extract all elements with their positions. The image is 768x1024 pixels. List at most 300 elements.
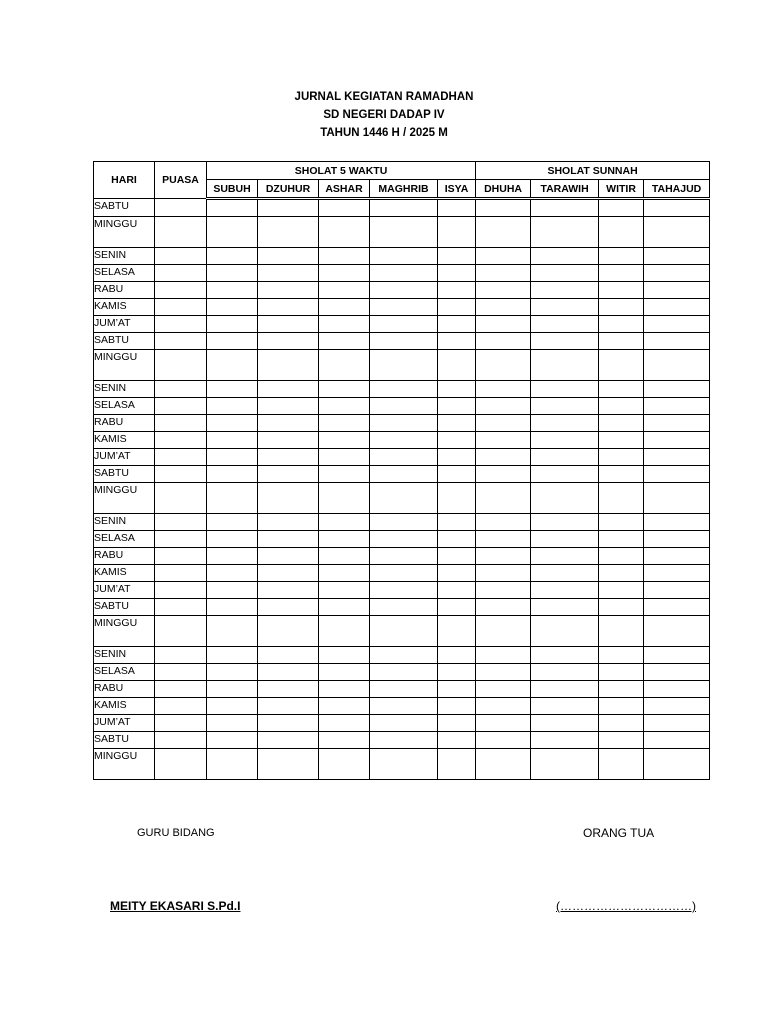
check-cell[interactable] <box>438 681 476 698</box>
check-cell[interactable] <box>207 599 258 616</box>
check-cell[interactable] <box>207 698 258 715</box>
check-cell[interactable] <box>438 333 476 350</box>
check-cell[interactable] <box>644 698 710 715</box>
check-cell[interactable] <box>370 333 438 350</box>
check-cell[interactable] <box>370 582 438 599</box>
check-cell[interactable] <box>599 381 644 398</box>
check-cell[interactable] <box>319 381 370 398</box>
check-cell[interactable] <box>531 483 599 514</box>
check-cell[interactable] <box>644 483 710 514</box>
check-cell[interactable] <box>476 282 531 299</box>
check-cell[interactable] <box>599 483 644 514</box>
check-cell[interactable] <box>258 350 319 381</box>
check-cell[interactable] <box>644 664 710 681</box>
check-cell[interactable] <box>207 681 258 698</box>
check-cell[interactable] <box>644 432 710 449</box>
check-cell[interactable] <box>319 582 370 599</box>
check-cell[interactable] <box>370 398 438 415</box>
check-cell[interactable] <box>207 514 258 531</box>
check-cell[interactable] <box>155 248 207 265</box>
check-cell[interactable] <box>207 248 258 265</box>
check-cell[interactable] <box>319 449 370 466</box>
check-cell[interactable] <box>370 565 438 582</box>
check-cell[interactable] <box>258 316 319 333</box>
check-cell[interactable] <box>319 514 370 531</box>
check-cell[interactable] <box>644 616 710 647</box>
check-cell[interactable] <box>438 732 476 749</box>
check-cell[interactable] <box>599 265 644 282</box>
check-cell[interactable] <box>155 582 207 599</box>
check-cell[interactable] <box>644 299 710 316</box>
check-cell[interactable] <box>476 248 531 265</box>
check-cell[interactable] <box>438 483 476 514</box>
check-cell[interactable] <box>155 265 207 282</box>
check-cell[interactable] <box>476 715 531 732</box>
check-cell[interactable] <box>155 316 207 333</box>
check-cell[interactable] <box>258 531 319 548</box>
check-cell[interactable] <box>370 483 438 514</box>
check-cell[interactable] <box>258 449 319 466</box>
check-cell[interactable] <box>207 415 258 432</box>
check-cell[interactable] <box>155 398 207 415</box>
check-cell[interactable] <box>370 381 438 398</box>
check-cell[interactable] <box>155 749 207 780</box>
check-cell[interactable] <box>438 350 476 381</box>
check-cell[interactable] <box>531 217 599 248</box>
check-cell[interactable] <box>370 432 438 449</box>
check-cell[interactable] <box>644 548 710 565</box>
check-cell[interactable] <box>319 483 370 514</box>
check-cell[interactable] <box>599 616 644 647</box>
check-cell[interactable] <box>207 299 258 316</box>
check-cell[interactable] <box>531 415 599 432</box>
check-cell[interactable] <box>155 350 207 381</box>
check-cell[interactable] <box>438 616 476 647</box>
check-cell[interactable] <box>155 616 207 647</box>
check-cell[interactable] <box>370 616 438 647</box>
check-cell[interactable] <box>155 715 207 732</box>
check-cell[interactable] <box>438 548 476 565</box>
check-cell[interactable] <box>476 265 531 282</box>
check-cell[interactable] <box>531 282 599 299</box>
check-cell[interactable] <box>319 599 370 616</box>
check-cell[interactable] <box>207 582 258 599</box>
check-cell[interactable] <box>258 265 319 282</box>
check-cell[interactable] <box>207 715 258 732</box>
check-cell[interactable] <box>155 483 207 514</box>
check-cell[interactable] <box>476 647 531 664</box>
check-cell[interactable] <box>599 599 644 616</box>
check-cell[interactable] <box>207 732 258 749</box>
check-cell[interactable] <box>155 415 207 432</box>
check-cell[interactable] <box>644 381 710 398</box>
check-cell[interactable] <box>370 531 438 548</box>
check-cell[interactable] <box>258 217 319 248</box>
check-cell[interactable] <box>319 415 370 432</box>
check-cell[interactable] <box>599 548 644 565</box>
check-cell[interactable] <box>207 199 258 217</box>
check-cell[interactable] <box>599 282 644 299</box>
check-cell[interactable] <box>599 466 644 483</box>
check-cell[interactable] <box>438 749 476 780</box>
check-cell[interactable] <box>599 415 644 432</box>
check-cell[interactable] <box>476 381 531 398</box>
check-cell[interactable] <box>644 749 710 780</box>
check-cell[interactable] <box>531 449 599 466</box>
check-cell[interactable] <box>438 282 476 299</box>
check-cell[interactable] <box>531 647 599 664</box>
check-cell[interactable] <box>644 715 710 732</box>
check-cell[interactable] <box>207 565 258 582</box>
check-cell[interactable] <box>531 698 599 715</box>
check-cell[interactable] <box>476 565 531 582</box>
check-cell[interactable] <box>438 466 476 483</box>
check-cell[interactable] <box>476 698 531 715</box>
check-cell[interactable] <box>155 282 207 299</box>
check-cell[interactable] <box>370 350 438 381</box>
check-cell[interactable] <box>644 248 710 265</box>
check-cell[interactable] <box>319 548 370 565</box>
check-cell[interactable] <box>370 548 438 565</box>
check-cell[interactable] <box>476 415 531 432</box>
check-cell[interactable] <box>370 715 438 732</box>
check-cell[interactable] <box>644 350 710 381</box>
check-cell[interactable] <box>476 681 531 698</box>
check-cell[interactable] <box>476 350 531 381</box>
check-cell[interactable] <box>531 432 599 449</box>
check-cell[interactable] <box>370 282 438 299</box>
check-cell[interactable] <box>319 316 370 333</box>
check-cell[interactable] <box>155 681 207 698</box>
check-cell[interactable] <box>319 398 370 415</box>
check-cell[interactable] <box>319 333 370 350</box>
check-cell[interactable] <box>370 466 438 483</box>
check-cell[interactable] <box>319 466 370 483</box>
check-cell[interactable] <box>476 432 531 449</box>
check-cell[interactable] <box>155 548 207 565</box>
check-cell[interactable] <box>258 398 319 415</box>
check-cell[interactable] <box>370 732 438 749</box>
check-cell[interactable] <box>319 350 370 381</box>
check-cell[interactable] <box>438 265 476 282</box>
check-cell[interactable] <box>370 248 438 265</box>
check-cell[interactable] <box>258 248 319 265</box>
check-cell[interactable] <box>644 531 710 548</box>
check-cell[interactable] <box>438 248 476 265</box>
check-cell[interactable] <box>258 616 319 647</box>
check-cell[interactable] <box>599 217 644 248</box>
check-cell[interactable] <box>319 647 370 664</box>
check-cell[interactable] <box>644 398 710 415</box>
check-cell[interactable] <box>370 316 438 333</box>
check-cell[interactable] <box>258 582 319 599</box>
check-cell[interactable] <box>476 548 531 565</box>
check-cell[interactable] <box>155 466 207 483</box>
check-cell[interactable] <box>599 647 644 664</box>
check-cell[interactable] <box>258 565 319 582</box>
check-cell[interactable] <box>319 199 370 217</box>
check-cell[interactable] <box>155 333 207 350</box>
check-cell[interactable] <box>438 381 476 398</box>
check-cell[interactable] <box>476 449 531 466</box>
check-cell[interactable] <box>438 715 476 732</box>
check-cell[interactable] <box>258 432 319 449</box>
check-cell[interactable] <box>599 749 644 780</box>
check-cell[interactable] <box>258 732 319 749</box>
check-cell[interactable] <box>476 616 531 647</box>
check-cell[interactable] <box>207 217 258 248</box>
check-cell[interactable] <box>644 333 710 350</box>
check-cell[interactable] <box>531 316 599 333</box>
check-cell[interactable] <box>438 199 476 217</box>
check-cell[interactable] <box>599 333 644 350</box>
check-cell[interactable] <box>258 664 319 681</box>
check-cell[interactable] <box>644 514 710 531</box>
check-cell[interactable] <box>599 531 644 548</box>
check-cell[interactable] <box>370 749 438 780</box>
check-cell[interactable] <box>258 681 319 698</box>
check-cell[interactable] <box>599 398 644 415</box>
check-cell[interactable] <box>319 217 370 248</box>
check-cell[interactable] <box>319 299 370 316</box>
check-cell[interactable] <box>531 265 599 282</box>
check-cell[interactable] <box>207 398 258 415</box>
check-cell[interactable] <box>438 514 476 531</box>
check-cell[interactable] <box>531 599 599 616</box>
check-cell[interactable] <box>644 565 710 582</box>
check-cell[interactable] <box>644 415 710 432</box>
check-cell[interactable] <box>531 664 599 681</box>
check-cell[interactable] <box>599 199 644 217</box>
check-cell[interactable] <box>476 217 531 248</box>
check-cell[interactable] <box>438 664 476 681</box>
check-cell[interactable] <box>476 466 531 483</box>
check-cell[interactable] <box>319 732 370 749</box>
check-cell[interactable] <box>438 415 476 432</box>
check-cell[interactable] <box>644 599 710 616</box>
check-cell[interactable] <box>644 732 710 749</box>
check-cell[interactable] <box>531 514 599 531</box>
check-cell[interactable] <box>258 749 319 780</box>
check-cell[interactable] <box>599 514 644 531</box>
check-cell[interactable] <box>319 265 370 282</box>
check-cell[interactable] <box>207 466 258 483</box>
check-cell[interactable] <box>258 199 319 217</box>
check-cell[interactable] <box>207 483 258 514</box>
check-cell[interactable] <box>319 531 370 548</box>
check-cell[interactable] <box>599 350 644 381</box>
check-cell[interactable] <box>155 664 207 681</box>
check-cell[interactable] <box>644 316 710 333</box>
check-cell[interactable] <box>319 698 370 715</box>
check-cell[interactable] <box>476 582 531 599</box>
check-cell[interactable] <box>476 316 531 333</box>
check-cell[interactable] <box>531 248 599 265</box>
check-cell[interactable] <box>155 599 207 616</box>
check-cell[interactable] <box>319 565 370 582</box>
check-cell[interactable] <box>370 415 438 432</box>
check-cell[interactable] <box>258 381 319 398</box>
check-cell[interactable] <box>476 531 531 548</box>
check-cell[interactable] <box>531 715 599 732</box>
check-cell[interactable] <box>531 299 599 316</box>
check-cell[interactable] <box>599 299 644 316</box>
check-cell[interactable] <box>258 333 319 350</box>
check-cell[interactable] <box>155 199 207 217</box>
check-cell[interactable] <box>531 732 599 749</box>
check-cell[interactable] <box>531 681 599 698</box>
check-cell[interactable] <box>370 698 438 715</box>
check-cell[interactable] <box>531 565 599 582</box>
check-cell[interactable] <box>370 265 438 282</box>
check-cell[interactable] <box>155 531 207 548</box>
check-cell[interactable] <box>370 199 438 217</box>
check-cell[interactable] <box>319 664 370 681</box>
check-cell[interactable] <box>319 282 370 299</box>
check-cell[interactable] <box>644 681 710 698</box>
check-cell[interactable] <box>476 514 531 531</box>
check-cell[interactable] <box>207 282 258 299</box>
check-cell[interactable] <box>531 616 599 647</box>
check-cell[interactable] <box>258 282 319 299</box>
check-cell[interactable] <box>476 483 531 514</box>
check-cell[interactable] <box>531 582 599 599</box>
check-cell[interactable] <box>476 398 531 415</box>
check-cell[interactable] <box>599 698 644 715</box>
check-cell[interactable] <box>155 449 207 466</box>
check-cell[interactable] <box>438 582 476 599</box>
check-cell[interactable] <box>207 749 258 780</box>
check-cell[interactable] <box>370 299 438 316</box>
check-cell[interactable] <box>531 199 599 217</box>
check-cell[interactable] <box>155 732 207 749</box>
check-cell[interactable] <box>476 299 531 316</box>
check-cell[interactable] <box>644 647 710 664</box>
check-cell[interactable] <box>155 381 207 398</box>
check-cell[interactable] <box>599 432 644 449</box>
check-cell[interactable] <box>438 565 476 582</box>
check-cell[interactable] <box>531 333 599 350</box>
check-cell[interactable] <box>531 466 599 483</box>
check-cell[interactable] <box>644 282 710 299</box>
check-cell[interactable] <box>258 299 319 316</box>
check-cell[interactable] <box>258 698 319 715</box>
check-cell[interactable] <box>438 531 476 548</box>
check-cell[interactable] <box>319 681 370 698</box>
check-cell[interactable] <box>370 647 438 664</box>
check-cell[interactable] <box>207 316 258 333</box>
check-cell[interactable] <box>319 749 370 780</box>
check-cell[interactable] <box>438 299 476 316</box>
check-cell[interactable] <box>155 647 207 664</box>
check-cell[interactable] <box>258 715 319 732</box>
check-cell[interactable] <box>476 664 531 681</box>
check-cell[interactable] <box>531 398 599 415</box>
check-cell[interactable] <box>207 548 258 565</box>
check-cell[interactable] <box>438 217 476 248</box>
check-cell[interactable] <box>258 647 319 664</box>
check-cell[interactable] <box>531 749 599 780</box>
check-cell[interactable] <box>370 599 438 616</box>
check-cell[interactable] <box>438 398 476 415</box>
check-cell[interactable] <box>644 217 710 248</box>
check-cell[interactable] <box>476 749 531 780</box>
check-cell[interactable] <box>531 531 599 548</box>
check-cell[interactable] <box>531 381 599 398</box>
check-cell[interactable] <box>476 732 531 749</box>
check-cell[interactable] <box>599 449 644 466</box>
check-cell[interactable] <box>599 248 644 265</box>
check-cell[interactable] <box>438 449 476 466</box>
check-cell[interactable] <box>476 599 531 616</box>
check-cell[interactable] <box>207 265 258 282</box>
check-cell[interactable] <box>644 582 710 599</box>
check-cell[interactable] <box>644 449 710 466</box>
check-cell[interactable] <box>207 381 258 398</box>
check-cell[interactable] <box>207 449 258 466</box>
check-cell[interactable] <box>258 483 319 514</box>
check-cell[interactable] <box>599 316 644 333</box>
check-cell[interactable] <box>438 599 476 616</box>
check-cell[interactable] <box>207 647 258 664</box>
check-cell[interactable] <box>370 514 438 531</box>
check-cell[interactable] <box>438 432 476 449</box>
check-cell[interactable] <box>258 599 319 616</box>
check-cell[interactable] <box>258 514 319 531</box>
check-cell[interactable] <box>531 548 599 565</box>
check-cell[interactable] <box>155 514 207 531</box>
check-cell[interactable] <box>599 664 644 681</box>
check-cell[interactable] <box>531 350 599 381</box>
check-cell[interactable] <box>599 582 644 599</box>
check-cell[interactable] <box>319 432 370 449</box>
check-cell[interactable] <box>644 265 710 282</box>
check-cell[interactable] <box>644 466 710 483</box>
check-cell[interactable] <box>155 299 207 316</box>
check-cell[interactable] <box>207 333 258 350</box>
check-cell[interactable] <box>599 732 644 749</box>
check-cell[interactable] <box>258 548 319 565</box>
check-cell[interactable] <box>644 199 710 217</box>
check-cell[interactable] <box>207 664 258 681</box>
check-cell[interactable] <box>599 565 644 582</box>
check-cell[interactable] <box>155 698 207 715</box>
check-cell[interactable] <box>438 316 476 333</box>
check-cell[interactable] <box>476 199 531 217</box>
check-cell[interactable] <box>258 466 319 483</box>
check-cell[interactable] <box>155 217 207 248</box>
check-cell[interactable] <box>438 698 476 715</box>
check-cell[interactable] <box>319 715 370 732</box>
check-cell[interactable] <box>155 565 207 582</box>
check-cell[interactable] <box>370 664 438 681</box>
check-cell[interactable] <box>207 350 258 381</box>
check-cell[interactable] <box>370 449 438 466</box>
check-cell[interactable] <box>207 531 258 548</box>
check-cell[interactable] <box>319 248 370 265</box>
check-cell[interactable] <box>207 616 258 647</box>
check-cell[interactable] <box>155 432 207 449</box>
check-cell[interactable] <box>438 647 476 664</box>
check-cell[interactable] <box>258 415 319 432</box>
check-cell[interactable] <box>599 681 644 698</box>
check-cell[interactable] <box>207 432 258 449</box>
check-cell[interactable] <box>370 681 438 698</box>
check-cell[interactable] <box>599 715 644 732</box>
check-cell[interactable] <box>319 616 370 647</box>
check-cell[interactable] <box>476 333 531 350</box>
check-cell[interactable] <box>370 217 438 248</box>
